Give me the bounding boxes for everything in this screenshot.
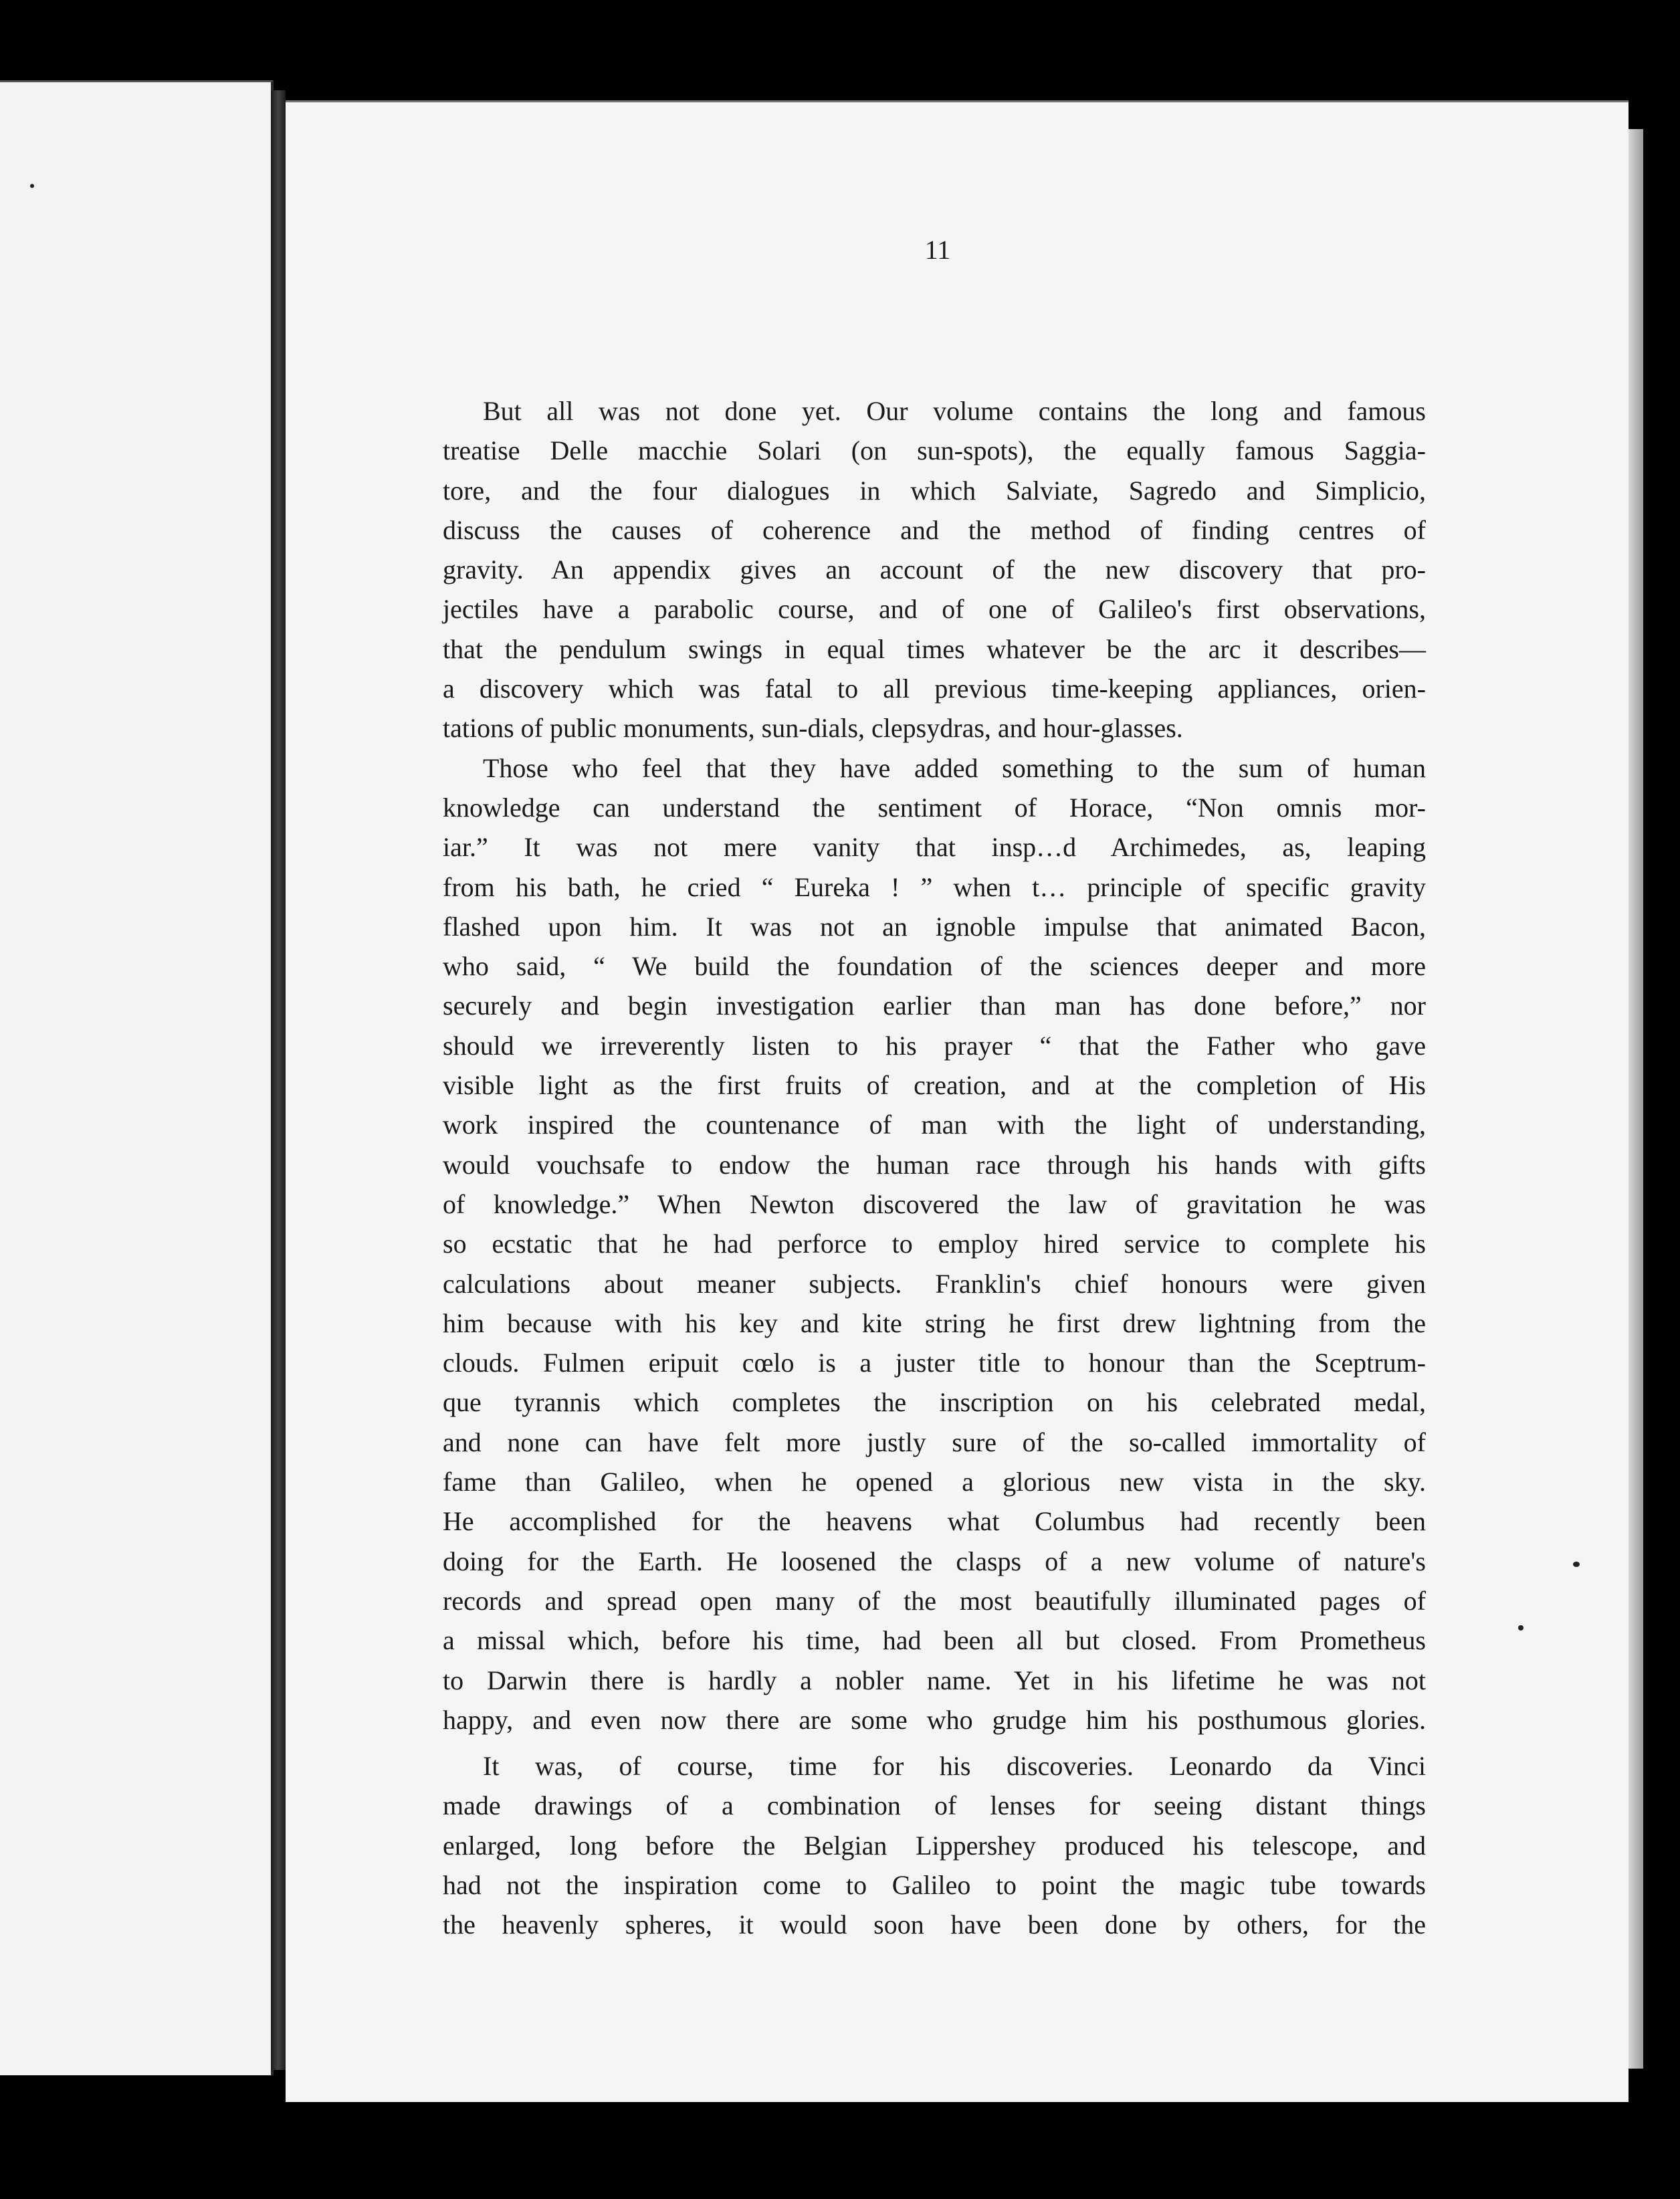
text-line: Those who feel that they have added something to the sum of human	[483, 752, 1426, 783]
text-line: to Darwin there is hardly a nobler name. Yet in his lifetime he was not	[443, 1665, 1426, 1695]
text-line: of knowledge.” When Newton discovered the law of gravitation he was	[443, 1188, 1426, 1219]
text-line: He accomplished for the heavens what Columbus had recently been	[443, 1506, 1426, 1537]
text-line: him because with his key and kite string he first drew lightning from the	[443, 1307, 1426, 1338]
text-line: clouds. Fulmen eripuit cœlo is a juster title to honour than the Sceptrum-	[443, 1348, 1426, 1378]
text-line: happy, and even now there are some who grudge him his posthumous glories.	[443, 1704, 1426, 1735]
text-line: gravity. An appendix gives an account of the new discovery that pro-	[443, 554, 1426, 585]
text-line: knowledge can understand the sentiment of Horace, “Non omnis mor-	[443, 792, 1426, 823]
text-line: should we irreverently listen to his prayer “ that the Father who gave	[443, 1030, 1426, 1061]
text-line: discuss the causes of coherence and the method of finding centres of	[443, 514, 1426, 545]
text-line: visible light as the first fruits of creation, and at the completion of His	[443, 1070, 1426, 1101]
text-line: It was, of course, time for his discoveries. Leonardo da Vinci	[483, 1751, 1426, 1782]
text-line: records and spread open many of the most beautifully illuminated pages of	[443, 1585, 1426, 1616]
text-line: But all was not done yet. Our volume contains the long and famous	[483, 396, 1426, 426]
text-line: and none can have felt more justly sure of the so-called immortality of	[443, 1427, 1426, 1457]
body-text	[443, 391, 1426, 1945]
text-line: treatise Delle macchie Solari (on sun-spots), the equally famous Saggia-	[443, 435, 1426, 466]
text-line: the heavenly spheres, it would soon have been done by others, for the	[443, 1909, 1426, 1940]
text-line: who said, “ We build the foundation of the sciences deeper and more	[443, 951, 1426, 982]
text-line: iar.” It was not mere vanity that insp…d Archimedes, as, leaping	[443, 832, 1426, 863]
page-number: 11	[924, 235, 951, 265]
text-line: securely and begin investigation earlier than man has done before,” nor	[443, 990, 1426, 1021]
text-line: flashed upon him. It was not an ignoble impulse that animated Bacon,	[443, 911, 1426, 942]
text-line: would vouchsafe to endow the human race through his hands with gifts	[443, 1149, 1426, 1180]
text-line: calculations about meaner subjects. Franklin's chief honours were given	[443, 1268, 1426, 1299]
text-line: so ecstatic that he had perforce to employ hired service to complete his	[443, 1229, 1426, 1259]
dust-speck	[1573, 1562, 1580, 1567]
text-line: made drawings of a combination of lenses for seeing distant things	[443, 1790, 1426, 1821]
text-line: had not the inspiration come to Galileo to point the magic tube towards	[443, 1869, 1426, 1900]
text-line: jectiles have a parabolic course, and of one of Galileo's first observations,	[443, 594, 1426, 625]
text-line: a discovery which was fatal to all previous time-keeping appliances, orien-	[443, 673, 1426, 704]
text-line: enlarged, long before the Belgian Lippershey produced his telescope, and	[443, 1830, 1426, 1861]
text-line: work inspired the countenance of man with the light of understanding,	[443, 1110, 1426, 1140]
text-line: from his bath, he cried “ Eureka ! ” when t… principle of specific gravity	[443, 871, 1426, 902]
text-line: que tyrannis which completes the inscription on his celebrated medal,	[443, 1387, 1426, 1418]
text-line: that the pendulum swings in equal times whatever be the arc it describes—	[443, 633, 1426, 664]
text-line: tore, and the four dialogues in which Salviate, Sagredo and Simplicio,	[443, 475, 1426, 506]
text-line: a missal which, before his time, had been all but closed. From Prometheus	[443, 1625, 1426, 1656]
text-line: tations of public monuments, sun-dials, clepsydras, and hour-glasses.	[443, 713, 1183, 744]
left-page	[0, 80, 274, 2075]
text-line: fame than Galileo, when he opened a glorious new vista in the sky.	[443, 1467, 1426, 1497]
book-gutter	[271, 90, 286, 2070]
dust-speck	[1518, 1625, 1524, 1631]
dust-speck	[30, 184, 34, 188]
text-line: doing for the Earth. He loosened the clasps of a new volume of nature's	[443, 1546, 1426, 1576]
